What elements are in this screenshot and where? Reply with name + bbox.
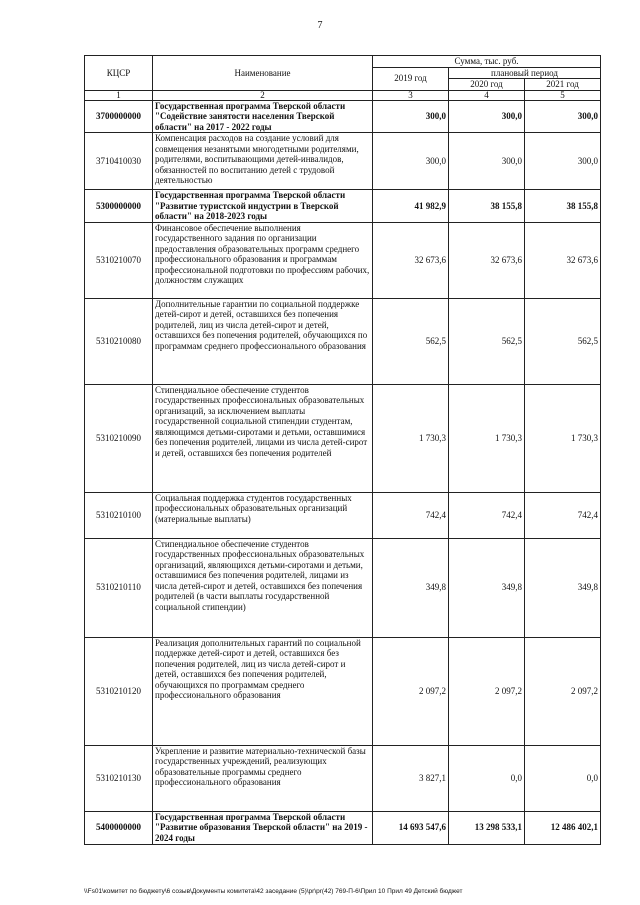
column-index: 2 (153, 90, 373, 100)
row-value-2021: 742,4 (525, 492, 601, 538)
table-row (85, 190, 601, 223)
row-name: Стипендиальное обеспечение студентов государственных профессиональных образовательных организаций, за исключением выплаты государственной социальной стипендии студентам, являющимся детьми-сиротами и детьми, оставшимися без попечения родителей, лицами из числа детей-сирот и детей, оставшихся без попечения родителей (153, 384, 373, 492)
table-row (85, 133, 601, 190)
row-value-2021: 349,8 (525, 538, 601, 637)
row-value-2019: 300,0 (373, 100, 449, 133)
row-code: 5310210110 (85, 538, 153, 637)
row-value-2019: 1 730,3 (373, 384, 449, 492)
row-value-2020: 742,4 (449, 492, 525, 538)
row-value-2019: 32 673,6 (373, 222, 449, 298)
row-value-2019: 300,0 (373, 133, 449, 190)
row-name: Укрепление и развитие материально-технической базы государственных учреждений, реализующих образовательные программы среднего профессионального образования (153, 745, 373, 811)
header-planned-period: плановый период (449, 67, 601, 79)
row-name: Дополнительные гарантии по социальной поддержке детей-сирот и детей, оставшихся без попечения родителей, лиц из числа детей-сирот и детей, оставшихся без попечения родителей, обучающихся по программам среднего профессионального образования (153, 298, 373, 384)
column-index: 1 (85, 90, 153, 100)
column-index: 4 (449, 90, 525, 100)
table-row (85, 492, 601, 538)
page-number: 7 (317, 20, 323, 31)
row-value-2021: 38 155,8 (525, 190, 601, 223)
row-value-2019: 41 982,9 (373, 190, 449, 223)
row-value-2021: 300,0 (525, 133, 601, 190)
header-sum: Сумма, тыс. руб. (373, 56, 601, 68)
row-name: Реализация дополнительных гарантий по социальной поддержке детей-сирот и детей, оставшихся без попечения родителей, лиц из числа детей-сирот и детей, оставшихся без попечения родителей, обучающихся по программам среднего профессионального образования (153, 637, 373, 745)
table-row (85, 384, 601, 492)
row-name: Компенсация расходов на создание условий для совмещения незанятыми многодетными родителями, родителями, воспитывающими детей-инвалидов, обязанностей по воспитанию детей с трудовой деятельностью (153, 133, 373, 190)
row-value-2020: 349,8 (449, 538, 525, 637)
row-value-2019: 349,8 (373, 538, 449, 637)
row-name: Финансовое обеспечение выполнения государственного задания по организации предоставления образовательных программ среднего профессионального образования и программам профессиональной подготовки по профессиям рабочих, должностям служащих (153, 222, 373, 298)
table-row (85, 298, 601, 384)
row-name: Стипендиальное обеспечение студентов государственных профессиональных образовательных организаций, являющихся детьми-сиротами и детьми, оставшимися без попечения родителей, лицами из числа детей-сирот и детей, оставшихся без попечения родителей (в части выплаты государственной социальной стипендии) (153, 538, 373, 637)
row-value-2020: 0,0 (449, 745, 525, 811)
row-value-2020: 38 155,8 (449, 190, 525, 223)
row-value-2021: 2 097,2 (525, 637, 601, 745)
row-value-2020: 32 673,6 (449, 222, 525, 298)
column-index: 3 (373, 90, 449, 100)
row-value-2021: 12 486 402,1 (525, 811, 601, 844)
row-value-2019: 14 693 547,6 (373, 811, 449, 844)
table-header (85, 56, 601, 101)
table-row (85, 100, 601, 133)
row-value-2019: 742,4 (373, 492, 449, 538)
row-code: 5310210070 (85, 222, 153, 298)
row-value-2020: 300,0 (449, 100, 525, 133)
table-row (85, 811, 601, 844)
header-name: Наименование (153, 56, 373, 91)
column-index-row (85, 90, 601, 100)
row-code: 3710410030 (85, 133, 153, 190)
row-value-2021: 1 730,3 (525, 384, 601, 492)
row-value-2019: 3 827,1 (373, 745, 449, 811)
table-body (85, 100, 601, 844)
table-row (85, 745, 601, 811)
row-code: 5310210120 (85, 637, 153, 745)
row-code: 5310210100 (85, 492, 153, 538)
row-name: Государственная программа Тверской области "Развитие туристской индустрии в Тверской области" на 2018-2023 годы (153, 190, 373, 223)
table-row (85, 637, 601, 745)
row-value-2020: 562,5 (449, 298, 525, 384)
row-value-2021: 562,5 (525, 298, 601, 384)
row-code: 3700000000 (85, 100, 153, 133)
header-year-2020: 2020 год (449, 79, 525, 91)
row-value-2021: 32 673,6 (525, 222, 601, 298)
row-value-2020: 1 730,3 (449, 384, 525, 492)
row-value-2019: 2 097,2 (373, 637, 449, 745)
row-name: Государственная программа Тверской области "Развитие образования Тверской области" на 2019 - 2024 годы (153, 811, 373, 844)
row-code: 5400000000 (85, 811, 153, 844)
row-value-2020: 300,0 (449, 133, 525, 190)
row-value-2020: 13 298 533,1 (449, 811, 525, 844)
header-year-2019: 2019 год (373, 67, 449, 90)
row-name: Социальная поддержка студентов государственных профессиональных образовательных организаций (материальные выплаты) (153, 492, 373, 538)
column-index: 5 (525, 90, 601, 100)
table-row (85, 538, 601, 637)
row-code: 5310210080 (85, 298, 153, 384)
row-value-2021: 300,0 (525, 100, 601, 133)
table-row (85, 222, 601, 298)
row-code: 5310210090 (85, 384, 153, 492)
row-code: 5310210130 (85, 745, 153, 811)
row-name: Государственная программа Тверской области "Содействие занятости населения Тверской области" на 2017 - 2022 годы (153, 100, 373, 133)
row-code: 5300000000 (85, 190, 153, 223)
budget-table (84, 55, 601, 845)
row-value-2021: 0,0 (525, 745, 601, 811)
header-year-2021: 2021 год (525, 79, 601, 91)
row-value-2020: 2 097,2 (449, 637, 525, 745)
header-kcsr: КЦСР (85, 56, 153, 91)
row-value-2019: 562,5 (373, 298, 449, 384)
file-path-footer: \\Fs01\комитет по бюджету\6 созыв\Документы комитета\42 заседание (5)\pr\pr(42) 769-П-6\Прил 10 Прил 49 Детский бюджет (84, 888, 463, 895)
